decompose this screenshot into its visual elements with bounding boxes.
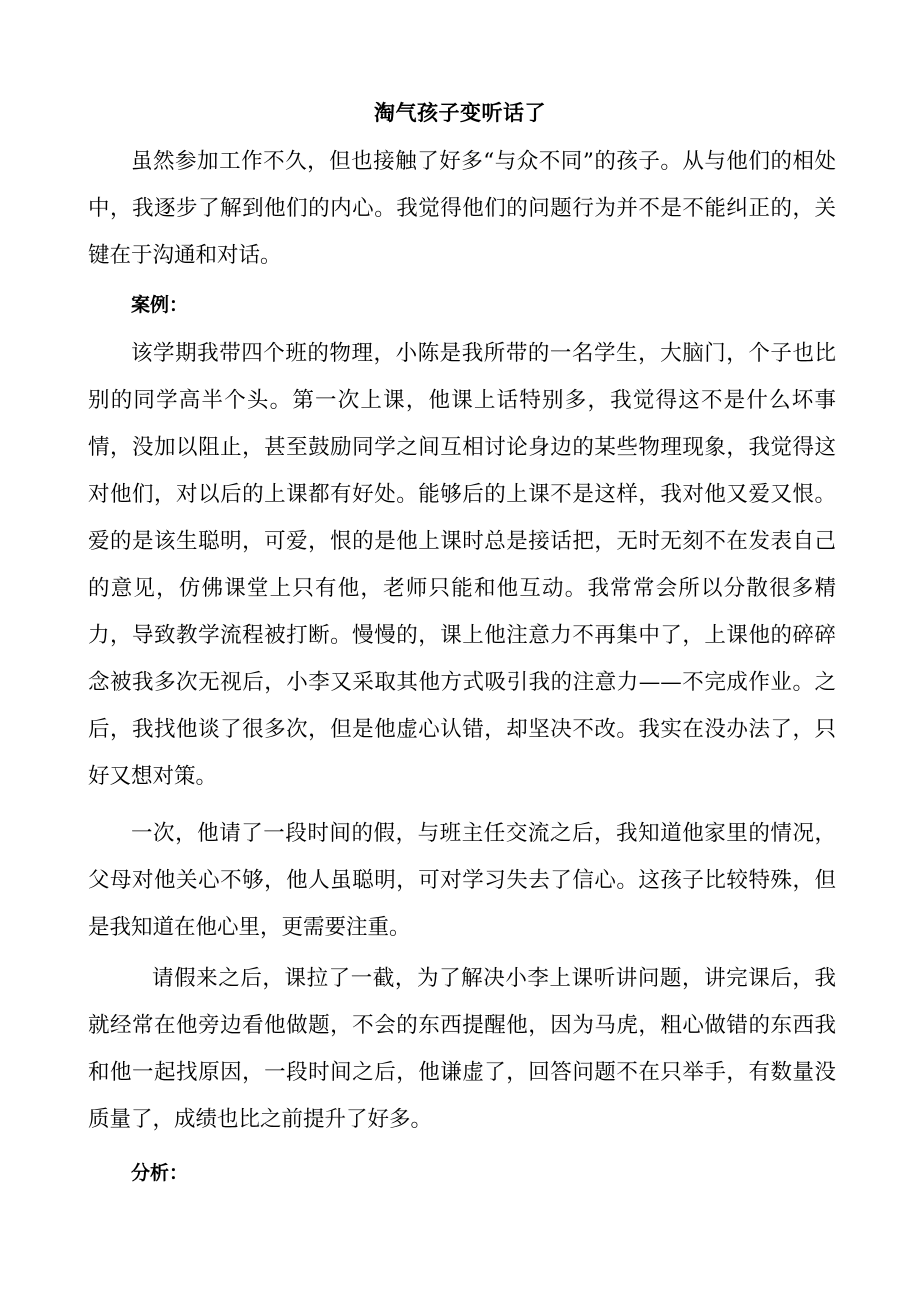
leave-paragraph: 一次，他请了一段时间的假，与班主任交流之后，我知道他家里的情况，父母对他关心不够，他人虽聪明，可对学习失去了信心。这孩子比较特殊，但是我知道在他心里，更需要注重。 (88, 821, 836, 940)
analysis-heading: 分析： (131, 1162, 189, 1184)
intro-paragraph: 虽然参加工作不久，但也接触了好多“与众不同”的孩子。从与他们的相处中，我逐步了解到他们的内心。我觉得他们的问题行为并不是不能纠正的，关键在于沟通和对话。 (88, 149, 836, 268)
case-heading: 案例： (131, 294, 189, 316)
document-title: 淘气孩子变听话了 (374, 101, 546, 125)
case-body-paragraph: 该学期我带四个班的物理，小陈是我所带的一名学生，大脑门，个子也比别的同学高半个头。第一次上课，他课上话特别多，我觉得这不是什么坏事情，没加以阻止，甚至鼓励同学之间互相讨论身边的某些物理现象，我觉得这对他们，对以后的上课都有好处。能够后的上课不是这样，我对他又爱又恨。爱的是该生聪明，可爱，恨的是他上课时总是接话把，无时无刻不在发表自己的意见，仿佛课堂上只有他，老师只能和他互动。我常常会所以分散很多精力，导致教学流程被打断。慢慢的，课上他注意力不再集中了，上课他的碎碎念被我多次无视后，小李又采取其他方式吸引我的注意力——不完成作业。之后，我找他谈了很多次，但是他虚心认错，却坚决不改。我实在没办法了，只好又想对策。 (88, 341, 836, 789)
after-leave-paragraph: 请假来之后，课拉了一截，为了解决小李上课听讲问题，讲完课后，我就经常在他旁边看他做题，不会的东西提醒他，因为马虎，粗心做错的东西我和他一起找原因，一段时间之后，他谦虚了，回答问题不在只举手，有数量没质量了，成绩也比之前提升了好多。 (88, 966, 836, 1132)
